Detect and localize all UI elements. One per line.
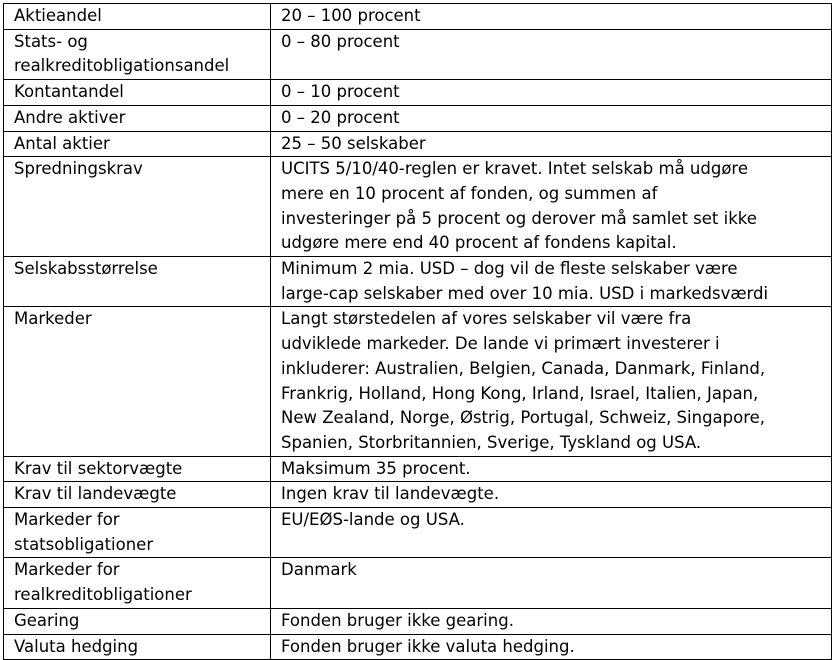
row-label-line: Spredningskrav: [14, 159, 143, 179]
table-row: [4, 307, 832, 456]
row-value-cell: [271, 157, 832, 257]
row-value-line: Frankrig, Holland, Hong Kong, Irland, Israel, Italien, Japan,: [281, 383, 759, 403]
row-label-cell: [4, 307, 271, 456]
row-label-line: Selskabsstørrelse: [14, 259, 158, 279]
row-label-cell: [4, 105, 271, 131]
row-value-line: inkluderer: Australien, Belgien, Canada, Danmark, Finland,: [281, 358, 766, 378]
row-value-cell: [271, 608, 832, 634]
row-value-line: 0 – 10 procent: [281, 82, 400, 102]
row-label-line: Kontantandel: [14, 82, 124, 102]
row-label-cell: [4, 558, 271, 608]
row-value-cell: [271, 257, 832, 307]
row-value-cell: [271, 4, 832, 30]
row-value-line: 0 – 80 procent: [281, 31, 400, 51]
row-label-line: statsobligationer: [14, 534, 154, 554]
row-label-line: Valuta hedging: [14, 636, 139, 656]
table-row: [4, 634, 832, 660]
row-label-cell: [4, 634, 271, 660]
row-label-line: Aktieandel: [14, 6, 102, 25]
row-label-line: Stats- og: [14, 31, 88, 51]
table-row: [4, 80, 832, 106]
table-row: [4, 456, 832, 482]
row-label-line: realkreditobligationer: [14, 585, 192, 605]
row-value-line: Ingen krav til landevægte.: [281, 484, 500, 504]
table-row: [4, 131, 832, 157]
row-label-cell: [4, 456, 271, 482]
row-label-line: Markeder for: [14, 510, 120, 530]
row-label-cell: [4, 508, 271, 558]
table-row: [4, 558, 832, 608]
fund-terms-table: [3, 3, 832, 660]
row-label-cell: [4, 29, 271, 79]
row-label-cell: [4, 4, 271, 30]
table-row: [4, 157, 832, 257]
table-row: [4, 4, 832, 30]
row-value-cell: [271, 456, 832, 482]
row-value-line: Fonden bruger ikke gearing.: [281, 610, 514, 630]
table-row: [4, 508, 832, 558]
row-value-cell: [271, 482, 832, 508]
row-label-line: Andre aktiver: [14, 107, 126, 127]
row-value-line: udgøre mere end 40 procent af fondens kapital.: [281, 233, 677, 253]
row-value-line: Spanien, Storbritannien, Sverige, Tyskland og USA.: [281, 432, 702, 452]
table-body: [4, 4, 832, 660]
row-label-cell: [4, 80, 271, 106]
table-row: [4, 29, 832, 79]
row-value-line: 0 – 20 procent: [281, 107, 400, 127]
row-value-line: EU/EØS-lande og USA.: [281, 510, 465, 530]
row-value-cell: [271, 307, 832, 456]
table-row: [4, 105, 832, 131]
row-value-line: udviklede markeder. De lande vi primært investerer i: [281, 334, 720, 354]
row-value-line: Danmark: [281, 560, 357, 580]
row-value-line: 25 – 50 selskaber: [281, 133, 426, 153]
table-row: [4, 608, 832, 634]
row-label-cell: [4, 157, 271, 257]
row-label-cell: [4, 608, 271, 634]
row-value-line: Maksimum 35 procent.: [281, 458, 471, 478]
table-row: [4, 482, 832, 508]
row-value-line: large-cap selskaber med over 10 mia. USD i markedsværdi: [281, 283, 769, 303]
row-label-cell: [4, 131, 271, 157]
row-label-cell: [4, 482, 271, 508]
row-label-line: Antal aktier: [14, 133, 110, 153]
row-value-cell: [271, 634, 832, 660]
row-label-line: realkreditobligationsandel: [14, 56, 230, 76]
table-row: [4, 257, 832, 307]
row-value-line: UCITS 5/10/40-reglen er kravet. Intet selskab må udgøre: [281, 159, 748, 179]
row-value-cell: [271, 29, 832, 79]
row-value-cell: [271, 131, 832, 157]
row-label-line: Gearing: [14, 610, 80, 630]
row-label-line: Markeder for: [14, 560, 120, 580]
row-value-cell: [271, 105, 832, 131]
row-label-line: Krav til landevægte: [14, 484, 177, 504]
row-value-cell: [271, 558, 832, 608]
row-label-cell: [4, 257, 271, 307]
row-value-line: mere en 10 procent af fonden, og summen af: [281, 183, 658, 203]
row-value-line: investeringer på 5 procent og derover må samlet set ikke: [281, 208, 757, 228]
row-value-line: New Zealand, Norge, Østrig, Portugal, Schweiz, Singapore,: [281, 408, 766, 428]
row-label-line: Markeder: [14, 309, 92, 329]
row-value-cell: [271, 80, 832, 106]
row-value-cell: [271, 508, 832, 558]
row-label-line: Krav til sektorvægte: [14, 458, 183, 478]
row-value-line: Fonden bruger ikke valuta hedging.: [281, 636, 575, 656]
row-value-line: Langt størstedelen af vores selskaber vil være fra: [281, 309, 692, 329]
row-value-line: Minimum 2 mia. USD – dog vil de fleste selskaber være: [281, 259, 738, 279]
row-value-line: 20 – 100 procent: [281, 6, 421, 25]
